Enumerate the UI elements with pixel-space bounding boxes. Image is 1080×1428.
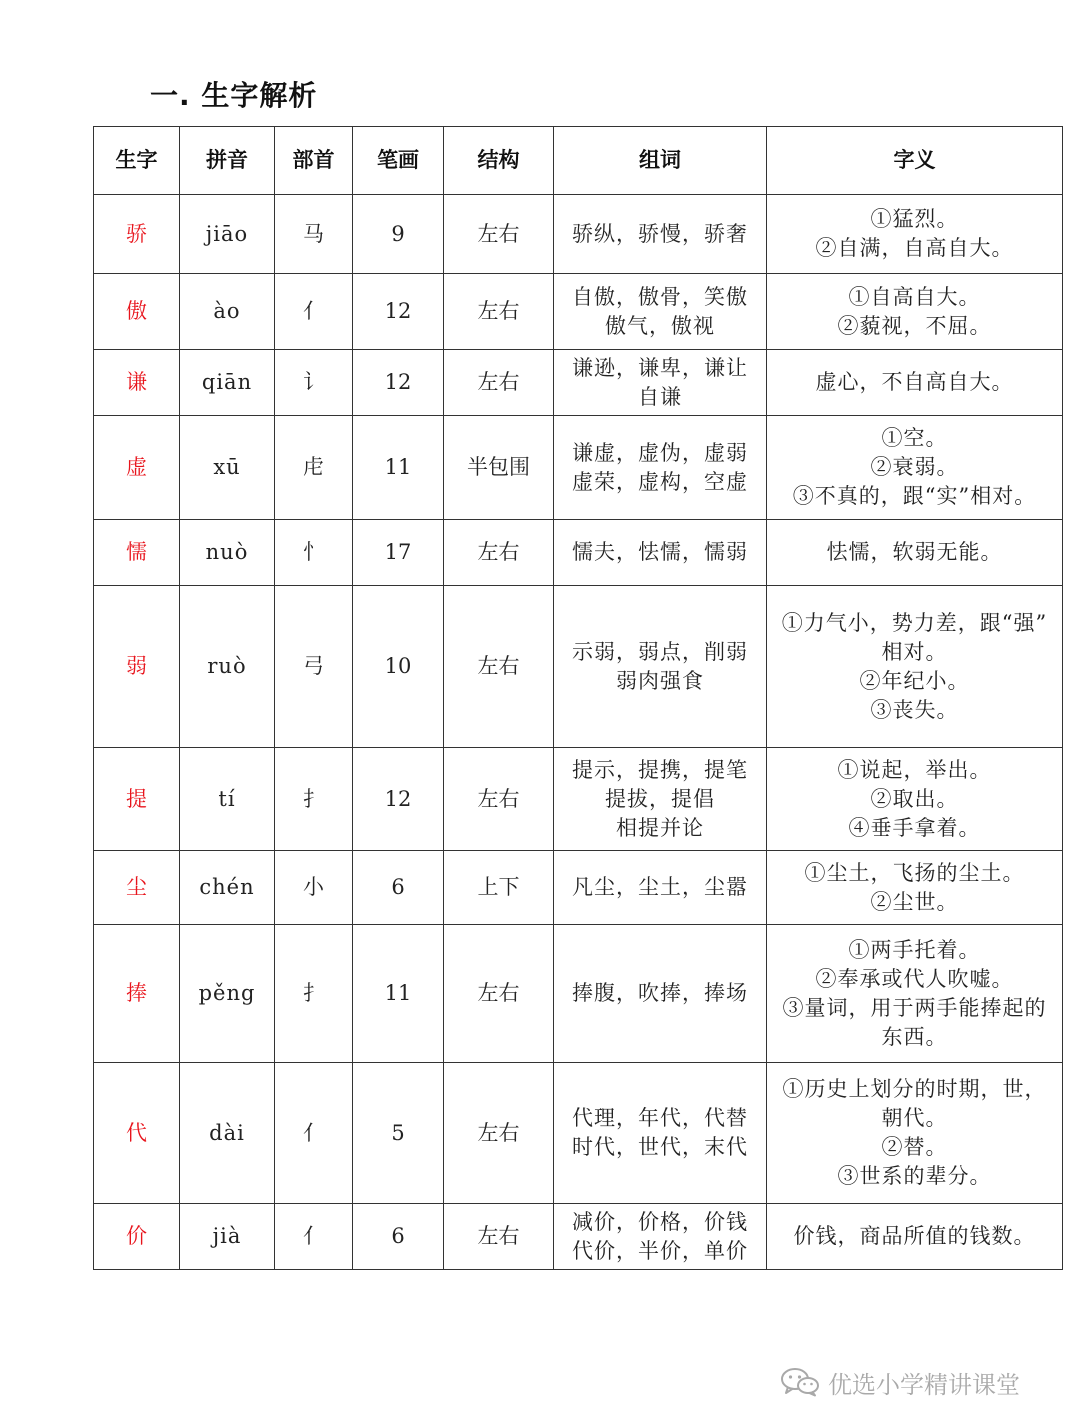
header-char: 生字: [94, 127, 180, 195]
meaning-line: ①说起，举出。: [837, 757, 992, 782]
words-cell: [554, 925, 767, 1063]
words-cell: [554, 195, 767, 274]
strokes-cell: 12: [353, 274, 444, 350]
words-cell: [554, 350, 767, 416]
radical-cell: 扌: [275, 748, 353, 851]
meaning-line: ①猛烈。: [870, 207, 959, 231]
table-row: [94, 1204, 1063, 1270]
words-line: 代价，半价，单价: [572, 1238, 748, 1263]
pinyin-cell: nuò: [180, 520, 275, 586]
meaning-line: ①历史上划分的时期，世，: [782, 1077, 1047, 1101]
radical-cell: 讠: [275, 350, 353, 416]
strokes-cell: 12: [353, 748, 444, 851]
meaning-line: ②奉承或代人吹嘘。: [815, 966, 1014, 991]
meaning-cell: [767, 851, 1063, 925]
table-row: [94, 851, 1063, 925]
meaning-line: 相对。: [881, 639, 948, 664]
meaning-line: ①空。: [881, 426, 948, 450]
meaning-line: ①力气小，势力差，跟“强”: [781, 610, 1048, 635]
meaning-line: 东西。: [881, 1024, 948, 1049]
meaning-cell: [767, 274, 1063, 350]
meaning-cell: [767, 416, 1063, 520]
character-table: [93, 126, 1063, 1270]
pinyin-cell: jiāo: [180, 195, 275, 274]
words-line: 捧腹，吹捧，捧场: [572, 981, 748, 1005]
meaning-cell: [767, 195, 1063, 274]
words-cell: [554, 416, 767, 520]
words-line: 凡尘，尘土，尘嚣: [572, 875, 748, 899]
char-cell: 捧: [94, 925, 180, 1063]
header-radical: 部首: [275, 127, 353, 195]
table-row: [94, 748, 1063, 851]
structure-cell: 左右: [444, 195, 554, 274]
header-meaning: 字义: [767, 127, 1063, 195]
meaning-cell: [767, 350, 1063, 416]
meaning-line: ②自满，自高自大。: [815, 236, 1014, 260]
strokes-cell: 11: [353, 925, 444, 1063]
words-line: 骄纵，骄慢，骄奢: [572, 221, 748, 246]
words-cell: [554, 586, 767, 748]
pinyin-cell: ruò: [180, 586, 275, 748]
radical-cell: 亻: [275, 1204, 353, 1270]
meaning-line: ②取出。: [870, 786, 959, 811]
char-cell: 提: [94, 748, 180, 851]
meaning-line: ④垂手拿着。: [848, 815, 981, 840]
structure-cell: 左右: [444, 1063, 554, 1204]
structure-cell: 左右: [444, 520, 554, 586]
words-line: 自谦: [638, 384, 682, 409]
char-cell: 虚: [94, 416, 180, 520]
meaning-line: ②尘世。: [870, 889, 959, 914]
words-line: 示弱，弱点，削弱: [572, 639, 748, 664]
header-structure: 结构: [444, 127, 554, 195]
char-cell: 谦: [94, 350, 180, 416]
radical-cell: 亻: [275, 1063, 353, 1204]
words-cell: [554, 520, 767, 586]
pinyin-cell: chén: [180, 851, 275, 925]
words-line: 提示，提携，提笔: [572, 757, 748, 782]
meaning-cell: [767, 520, 1063, 586]
char-cell: 价: [94, 1204, 180, 1270]
meaning-line: ③不真的，跟“实”相对。: [792, 484, 1037, 508]
table-row: [94, 586, 1063, 748]
section-title: 一. 生字解析: [150, 79, 318, 112]
table-row: [94, 274, 1063, 350]
table-row: [94, 1063, 1063, 1204]
pinyin-cell: dài: [180, 1063, 275, 1204]
structure-cell: 左右: [444, 586, 554, 748]
words-cell: [554, 1063, 767, 1204]
meaning-cell: [767, 925, 1063, 1063]
meaning-cell: [767, 586, 1063, 748]
meaning-cell: [767, 1204, 1063, 1270]
header-pinyin: 拼音: [180, 127, 275, 195]
header-words: 组词: [554, 127, 767, 195]
words-line: 谦虚，虚伪，虚弱: [572, 440, 748, 465]
radical-cell: 忄: [275, 520, 353, 586]
radical-cell: 虍: [275, 416, 353, 520]
radical-cell: 扌: [275, 925, 353, 1063]
watermark-text: 优选小学精讲课堂: [828, 1370, 1020, 1399]
words-line: 傲气，傲视: [605, 313, 715, 338]
strokes-cell: 6: [353, 851, 444, 925]
meaning-line: ③丧失。: [870, 697, 959, 722]
meaning-line: 怯懦，软弱无能。: [826, 540, 1003, 564]
words-line: 减价，价格，价钱: [572, 1209, 748, 1234]
pinyin-cell: jià: [180, 1204, 275, 1270]
char-cell: 尘: [94, 851, 180, 925]
strokes-cell: 6: [353, 1204, 444, 1270]
pinyin-cell: pěng: [180, 925, 275, 1063]
meaning-line: ③世系的辈分。: [837, 1164, 992, 1188]
structure-cell: 左右: [444, 274, 554, 350]
words-line: 时代，世代，末代: [572, 1135, 748, 1159]
words-line: 谦逊，谦卑，谦让: [572, 355, 748, 380]
meaning-line: ②年纪小。: [859, 668, 970, 693]
table-row: [94, 350, 1063, 416]
structure-cell: 上下: [444, 851, 554, 925]
char-cell: 代: [94, 1063, 180, 1204]
meaning-cell: [767, 1063, 1063, 1204]
char-cell: 弱: [94, 586, 180, 748]
words-line: 提拔，提倡: [605, 786, 715, 811]
structure-cell: 半包围: [444, 416, 554, 520]
words-cell: [554, 1204, 767, 1270]
meaning-line: ②替。: [881, 1135, 948, 1159]
meaning-line: 虚心，不自高自大。: [815, 370, 1014, 394]
table-row: [94, 925, 1063, 1063]
watermark: [780, 1362, 1020, 1402]
words-line: 代理，年代，代替: [572, 1106, 748, 1130]
meaning-line: ①自高自大。: [848, 284, 981, 309]
meaning-line: ①尘土，飞扬的尘土。: [804, 860, 1025, 885]
header-strokes: 笔画: [353, 127, 444, 195]
table-row: [94, 520, 1063, 586]
char-cell: 傲: [94, 274, 180, 350]
words-cell: [554, 851, 767, 925]
strokes-cell: 17: [353, 520, 444, 586]
radical-cell: 弓: [275, 586, 353, 748]
meaning-line: ①两手托着。: [848, 937, 981, 962]
wechat-icon: [780, 1367, 820, 1397]
structure-cell: 左右: [444, 925, 554, 1063]
meaning-line: ③量词，用于两手能捧起的: [782, 995, 1047, 1020]
meaning-line: ②藐视，不屈。: [837, 313, 992, 338]
pinyin-cell: qiān: [180, 350, 275, 416]
table-row: [94, 195, 1063, 274]
pinyin-cell: ào: [180, 274, 275, 350]
meaning-cell: [767, 748, 1063, 851]
char-cell: 懦: [94, 520, 180, 586]
words-line: 弱肉强食: [616, 668, 704, 693]
words-cell: [554, 748, 767, 851]
words-line: 懦夫，怯懦，懦弱: [572, 540, 748, 564]
radical-cell: 亻: [275, 274, 353, 350]
structure-cell: 左右: [444, 1204, 554, 1270]
pinyin-cell: tí: [180, 748, 275, 851]
meaning-line: 朝代。: [881, 1106, 948, 1130]
meaning-line: 价钱，商品所值的钱数。: [793, 1224, 1036, 1248]
radical-cell: 马: [275, 195, 353, 274]
strokes-cell: 12: [353, 350, 444, 416]
strokes-cell: 9: [353, 195, 444, 274]
table-row: [94, 416, 1063, 520]
words-line: 虚荣，虚构，空虚: [572, 469, 748, 494]
structure-cell: 左右: [444, 350, 554, 416]
header-row: [94, 127, 1063, 195]
structure-cell: 左右: [444, 748, 554, 851]
radical-cell: 小: [275, 851, 353, 925]
strokes-cell: 11: [353, 416, 444, 520]
strokes-cell: 10: [353, 586, 444, 748]
pinyin-cell: xū: [180, 416, 275, 520]
char-cell: 骄: [94, 195, 180, 274]
words-cell: [554, 274, 767, 350]
meaning-line: ②衰弱。: [870, 455, 959, 479]
words-line: 自傲，傲骨，笑傲: [572, 284, 748, 309]
words-line: 相提并论: [616, 815, 704, 840]
strokes-cell: 5: [353, 1063, 444, 1204]
